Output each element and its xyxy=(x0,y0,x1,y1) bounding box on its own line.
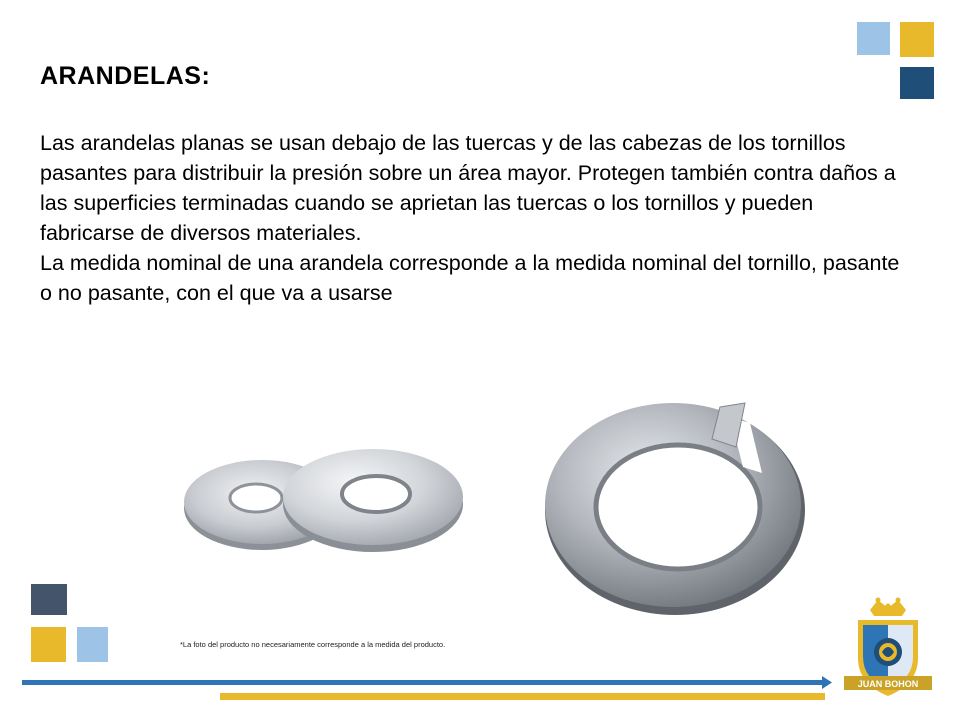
slide-body xyxy=(40,128,900,308)
deco-square-light-blue-top xyxy=(857,22,890,55)
footer-bar-arrow xyxy=(822,676,832,689)
footer-bar-gold xyxy=(220,693,825,700)
paragraph-nominal-size: La medida nominal de una arandela corresponde a la medida nominal del tornillo, pasante o no pasante, con el que va a usarse xyxy=(40,251,900,305)
flat-washer-front xyxy=(283,449,463,552)
deco-square-gold-bottom xyxy=(31,627,66,662)
deco-square-slate-bottom xyxy=(31,584,67,615)
photo-caption: *La foto del producto no necesariamente corresponde a la medida del producto. xyxy=(180,640,446,649)
slide-title: ARANDELAS: xyxy=(40,62,211,90)
logo-text: JUAN BOHON xyxy=(857,679,919,689)
footer-bar-blue xyxy=(22,680,822,685)
deco-square-gold-top xyxy=(900,22,934,57)
juan-bohon-logo xyxy=(838,596,938,706)
deco-square-light-blue-bottom xyxy=(77,627,108,662)
paragraph-flat-washers: Las arandelas planas se usan debajo de las tuercas y de las cabezas de los tornillos pasantes para distribuir la presión sobre un área mayor. Protegen también contra daños a las superficies terminadas cuando se aprietan las tuercas o los tornillos y pueden fabricarse de diversos materiales. xyxy=(40,131,896,245)
deco-square-navy-top xyxy=(900,67,934,99)
lock-washer-image xyxy=(540,395,810,620)
crown-icon xyxy=(870,598,906,617)
flat-washers-image xyxy=(180,440,470,560)
